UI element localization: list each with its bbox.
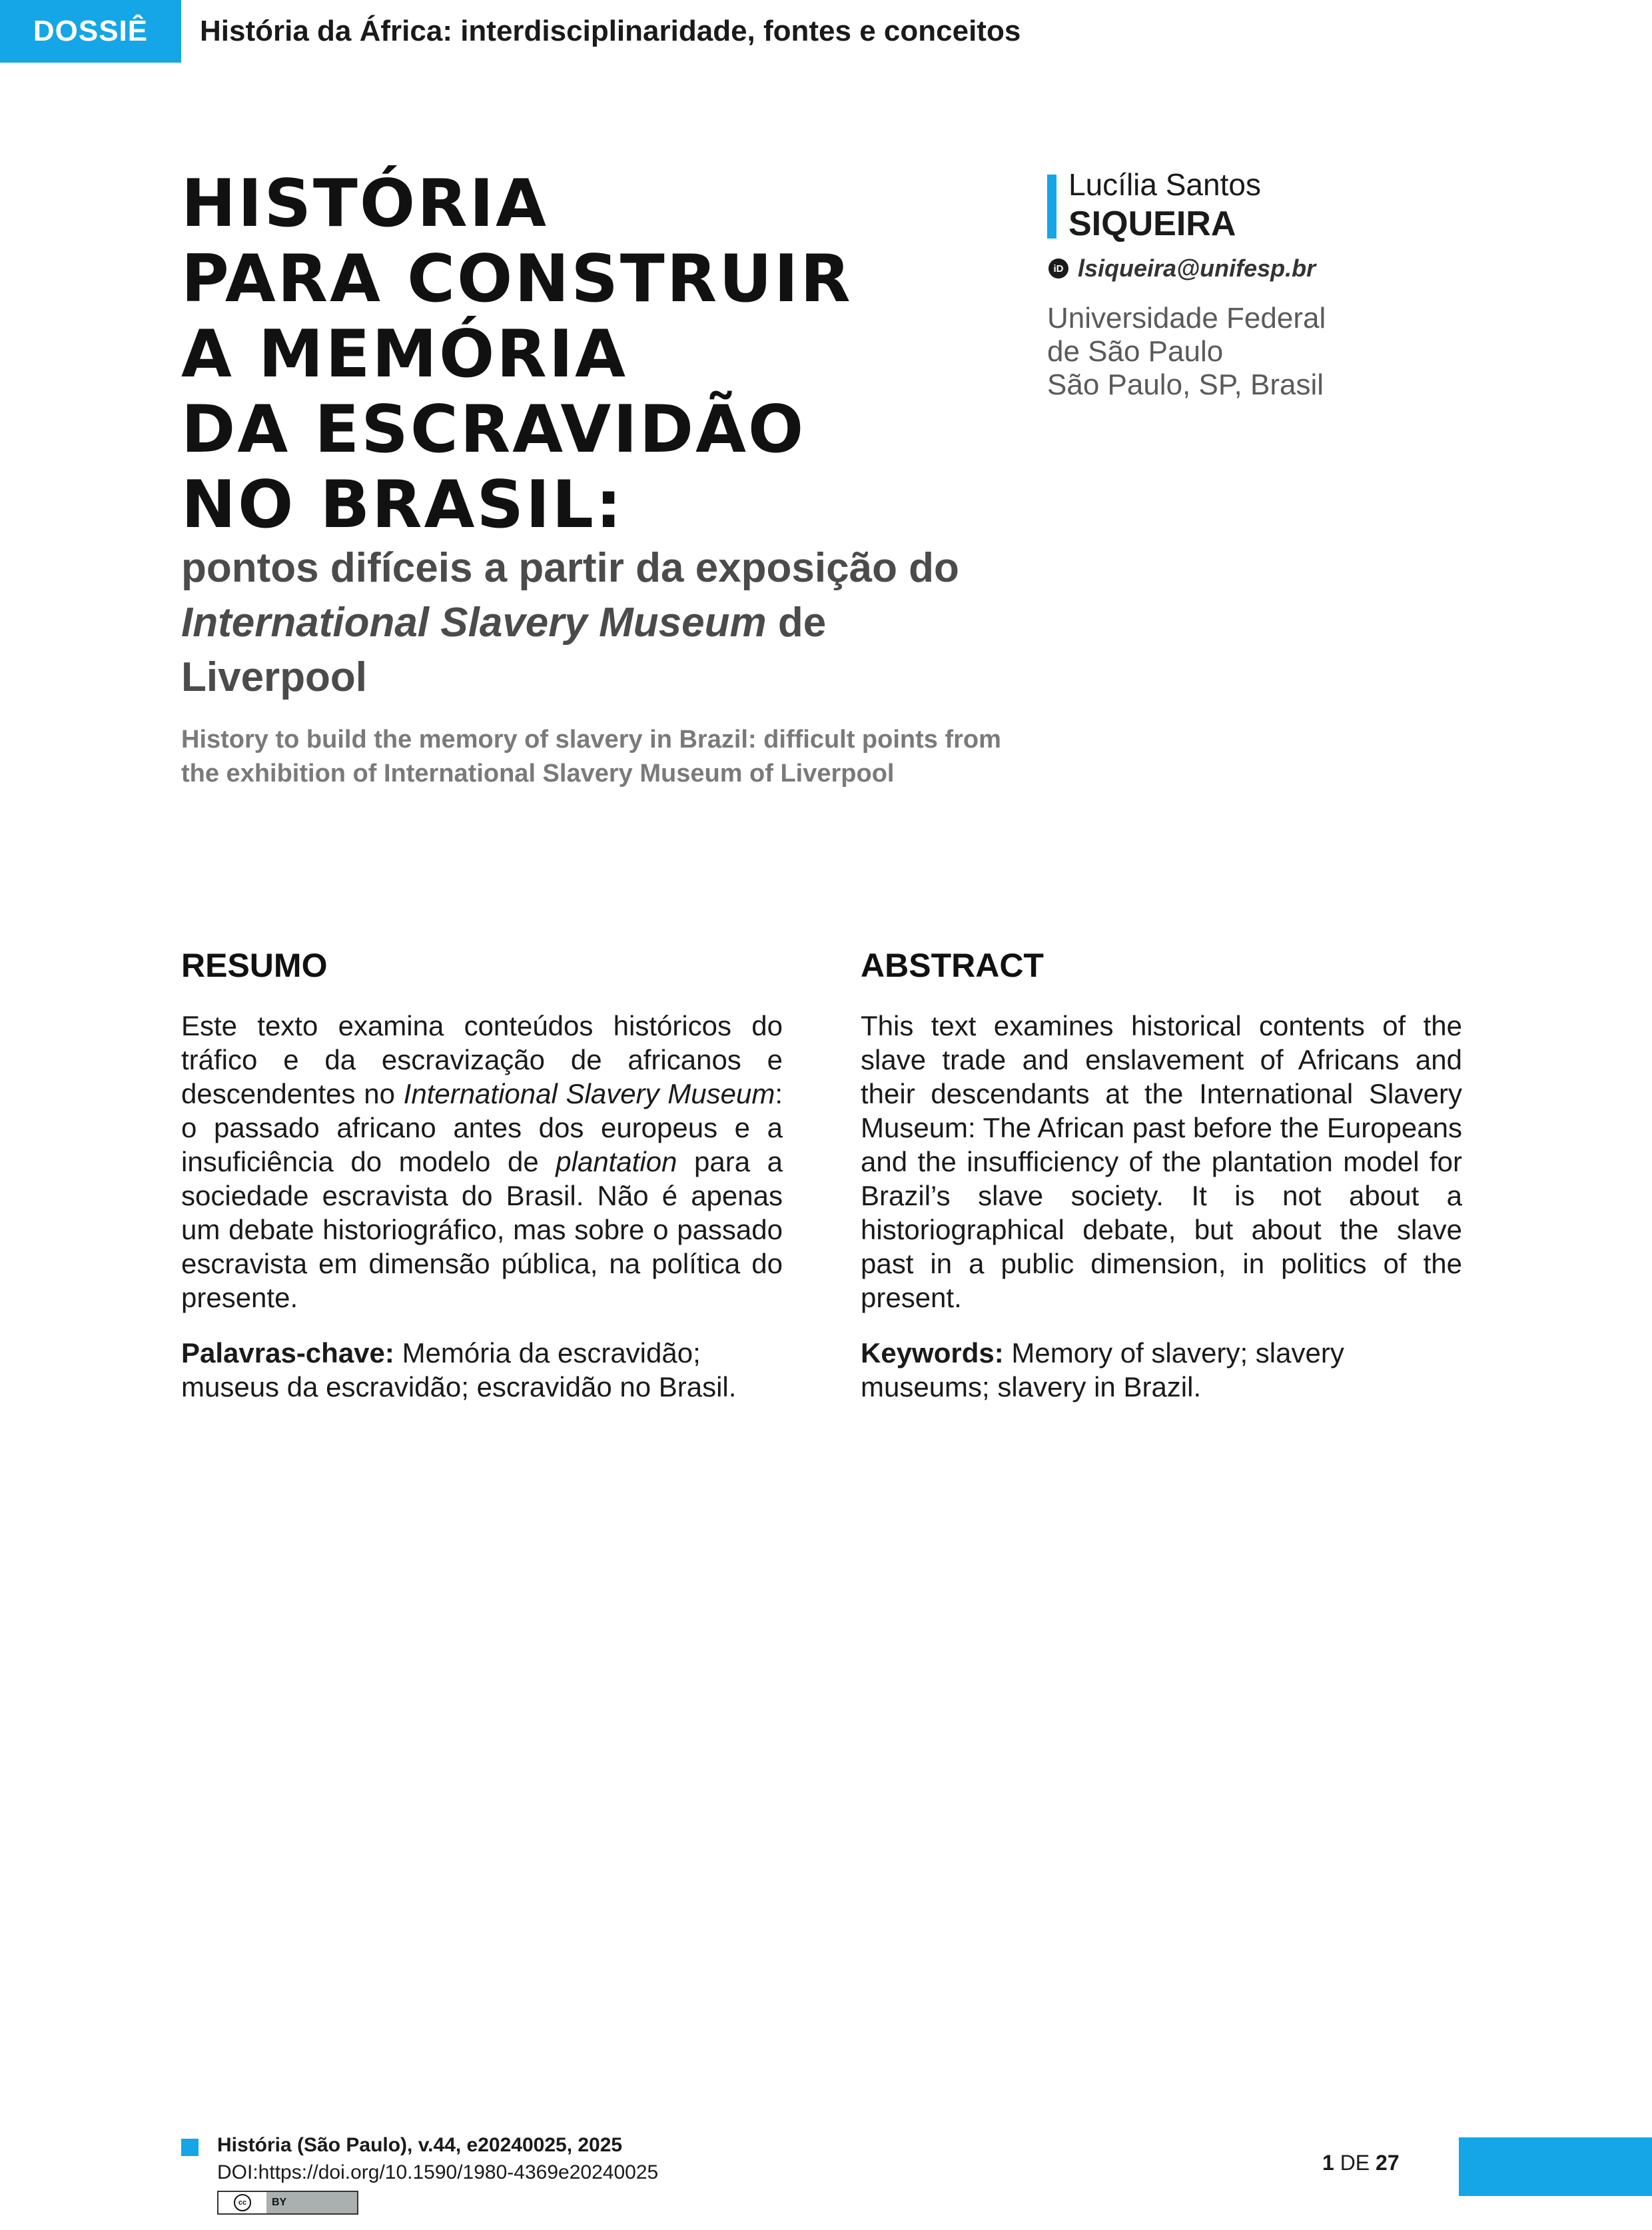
title-line: NO BRASIL: — [181, 467, 624, 543]
cc-logo — [218, 2192, 266, 2213]
keywords-text: Memory of slavery; slavery museums; slavery in Brazil. — [861, 1337, 1344, 1402]
resumo-text: Este texto examina conteúdos históricos do tráfico e da escravização de africanos e descendentes no — [181, 1010, 783, 1109]
resumo-body — [181, 1009, 783, 1315]
title-line: DA ESCRAVIDÃO — [181, 392, 806, 468]
affiliation-line: São Paulo, SP, Brasil — [1047, 368, 1324, 401]
author-email[interactable]: lsiqueira@unifesp.br — [1078, 255, 1316, 282]
resumo-italic: International Slavery Museum — [403, 1078, 775, 1109]
page-current: 1 — [1322, 2151, 1334, 2175]
author-accent-bar — [1047, 175, 1056, 239]
author-first-name: Lucília Santos — [1068, 167, 1261, 202]
resumo-heading: RESUMO — [181, 947, 328, 984]
title-line: A MEMÓRIA — [181, 316, 628, 392]
section-tag: DOSSIÊ — [0, 0, 181, 63]
affiliation-line: de São Paulo — [1047, 335, 1224, 368]
article-subtitle — [181, 541, 981, 705]
title-line: HISTÓRIA — [181, 166, 548, 242]
resumo-text: para a sociedade escravista do Brasil. Não é apenas um debate historiográfico, mas sobre o passado escravista em dimensão pública, na política do presente. — [181, 1146, 783, 1313]
footer-accent-bar — [1459, 2137, 1652, 2196]
page-total: 27 — [1376, 2151, 1400, 2175]
resumo-section — [181, 946, 783, 1404]
subtitle-italic: International Slavery Museum — [181, 600, 767, 646]
subtitle-text: pontos difíceis a partir da exposição do — [181, 545, 959, 591]
abstract-body: This text examines historical contents of the slave trade and enslavement of Africans and their descendants at the International Slavery Museum: The African past before the Europeans and the insufficiency of the plantation model for Brazil’s slave society. It is not about a historiographical debate, but about the slave past in a public dimension, in politics of the present. — [861, 1010, 1462, 1313]
article-title — [181, 167, 981, 543]
keywords-text: Memória da escravidão; museus da escravidão; escravidão no Brasil. — [181, 1337, 737, 1402]
abstract-heading: ABSTRACT — [861, 947, 1044, 984]
abstract-keywords — [861, 1336, 1462, 1404]
orcid-icon[interactable]: iD — [1048, 259, 1068, 279]
series-title: História da África: interdisciplinaridade, fontes e conceitos — [200, 15, 1021, 47]
resumo-text: : o passado africano antes dos europeus e a insuficiência do modelo de — [181, 1078, 783, 1177]
doi-link[interactable]: DOI:https://doi.org/10.1590/1980-4369e20240025 — [217, 2161, 659, 2183]
cc-icon: cc — [234, 2194, 251, 2211]
page-number — [1322, 2151, 1400, 2175]
footer-accent-square — [181, 2139, 199, 2156]
english-title: History to build the memory of slavery in Brazil: difficult points from the exhibition of International Slavery Museum of Liverpool — [181, 726, 1001, 788]
subtitle-text: de Liverpool — [181, 600, 827, 700]
title-line: PARA CONSTRUIR — [181, 241, 853, 317]
abstract-section — [861, 946, 1462, 1404]
cc-by-label: BY — [266, 2192, 357, 2213]
resumo-keywords — [181, 1336, 783, 1404]
author-last-name: SIQUEIRA — [1068, 205, 1236, 243]
keywords-label: Palavras-chave: — [181, 1337, 394, 1369]
page-separator: DE — [1340, 2151, 1370, 2175]
author-affiliation — [1047, 302, 1326, 402]
affiliation-line: Universidade Federal — [1047, 302, 1326, 334]
cc-license-badge[interactable] — [217, 2191, 358, 2215]
resumo-italic: plantation — [556, 1146, 677, 1177]
journal-reference: História (São Paulo), v.44, e20240025, 2025 — [217, 2134, 623, 2156]
keywords-label: Keywords: — [861, 1337, 1004, 1369]
